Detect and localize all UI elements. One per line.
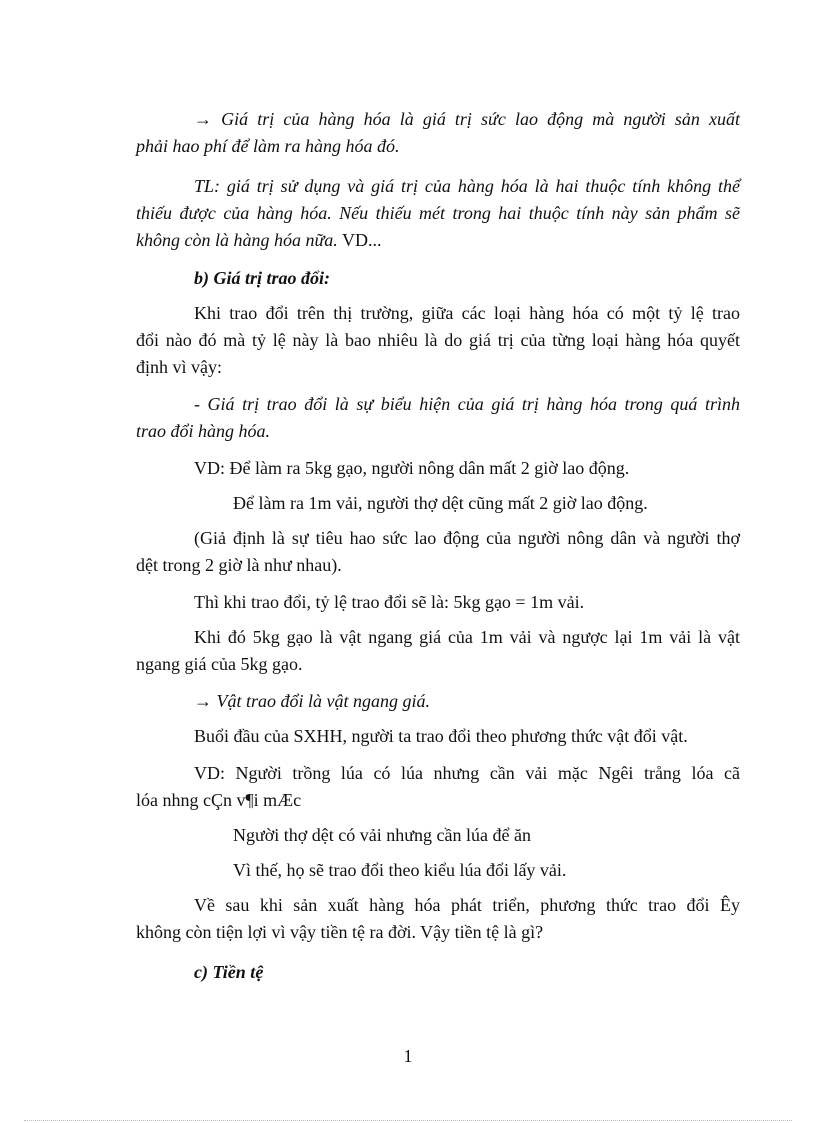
conclusion-line-2: thiếu được của hàng hóa. Nếu thiếu mét trong hai thuộc tính này sản phẩm sẽ [136, 203, 740, 223]
exchange-intro-line-1: Khi trao đổi trên thị trường, giữa các loại hàng hóa có một tỷ lệ trao [194, 303, 740, 323]
value-definition-line-2: phải hao phí để làm ra hàng hóa đó. [136, 136, 400, 156]
barter-example-line-2: lóa nhng cÇn v¶i mÆc [136, 790, 302, 810]
money-intro-line-2: không còn tiện lợi vì vậy tiền tệ ra đời. Vậy tiền tệ là gì? [136, 922, 544, 942]
exchange-definition-dash: - [194, 394, 208, 414]
example-cloth: Để làm ra 1m vải, người thợ dệt cũng mất 2 giờ lao động. [233, 493, 648, 513]
exchange-intro-line-2: đổi nào đó mà tỷ lệ này là bao nhiêu là do giá trị của từng loại hàng hóa quyết [136, 330, 740, 350]
conclusion-line-3 [136, 227, 740, 254]
exchange-definition-line-1 [136, 391, 740, 418]
equivalent-line-1: Khi đó 5kg gạo là vật ngang giá của 1m vải và ngược lại 1m vải là vật [194, 627, 740, 647]
assumption-line-1: (Giả định là sự tiêu hao sức lao động của người nông dân và người thợ [194, 528, 740, 548]
exchange-definition-text: Giá trị trao đổi là sự biểu hiện của giá trị hàng hóa trong quá trình [207, 394, 740, 414]
page-bottom-divider [24, 1120, 792, 1121]
barter-conclusion: Vì thế, họ sẽ trao đổi theo kiểu lúa đổi lấy vải. [233, 860, 567, 880]
exchange-definition-line-2: trao đổi hàng hóa. [136, 421, 271, 441]
page-number: 1 [403, 1046, 413, 1066]
barter-intro: Buổi đầu của SXHH, người ta trao đổi theo phương thức vật đổi vật. [194, 726, 688, 746]
assumption-line-2: dệt trong 2 giờ là như nhau). [136, 555, 342, 575]
conclusion-line-3-example: VD... [337, 230, 382, 250]
heading-exchange-value: b) Giá trị trao đổi: [194, 268, 331, 288]
exchange-intro-line-3: định vì vậy: [136, 357, 222, 377]
conclusion-line-1: TL: giá trị sử dụng và giá trị của hàng hóa là hai thuộc tính không thể [194, 176, 740, 196]
weaver-example: Người thợ dệt có vải nhưng cần lúa để ăn [233, 825, 531, 845]
equivalent-line-2: ngang giá của 5kg gạo. [136, 654, 303, 674]
barter-example-line-1: VD: Người trồng lúa có lúa nhưng cần vải mặc Ngêi trång lóa cã [194, 763, 740, 783]
money-intro-line-1: Về sau khi sản xuất hàng hóa phát triển, phương thức trao đổi Êy [194, 895, 740, 915]
value-definition-line-1: → Giá trị của hàng hóa là giá trị sức lao động mà người sản xuất [194, 109, 740, 129]
heading-money: c) Tiền tệ [194, 962, 264, 982]
conclusion-line-3-italic: không còn là hàng hóa nữa. [136, 230, 338, 250]
equivalent-conclusion: → Vật trao đổi là vật ngang giá. [194, 691, 430, 711]
exchange-ratio: Thì khi trao đổi, tỷ lệ trao đổi sẽ là: 5kg gạo = 1m vải. [194, 592, 585, 612]
example-rice: VD: Để làm ra 5kg gạo, người nông dân mất 2 giờ lao động. [194, 458, 630, 478]
